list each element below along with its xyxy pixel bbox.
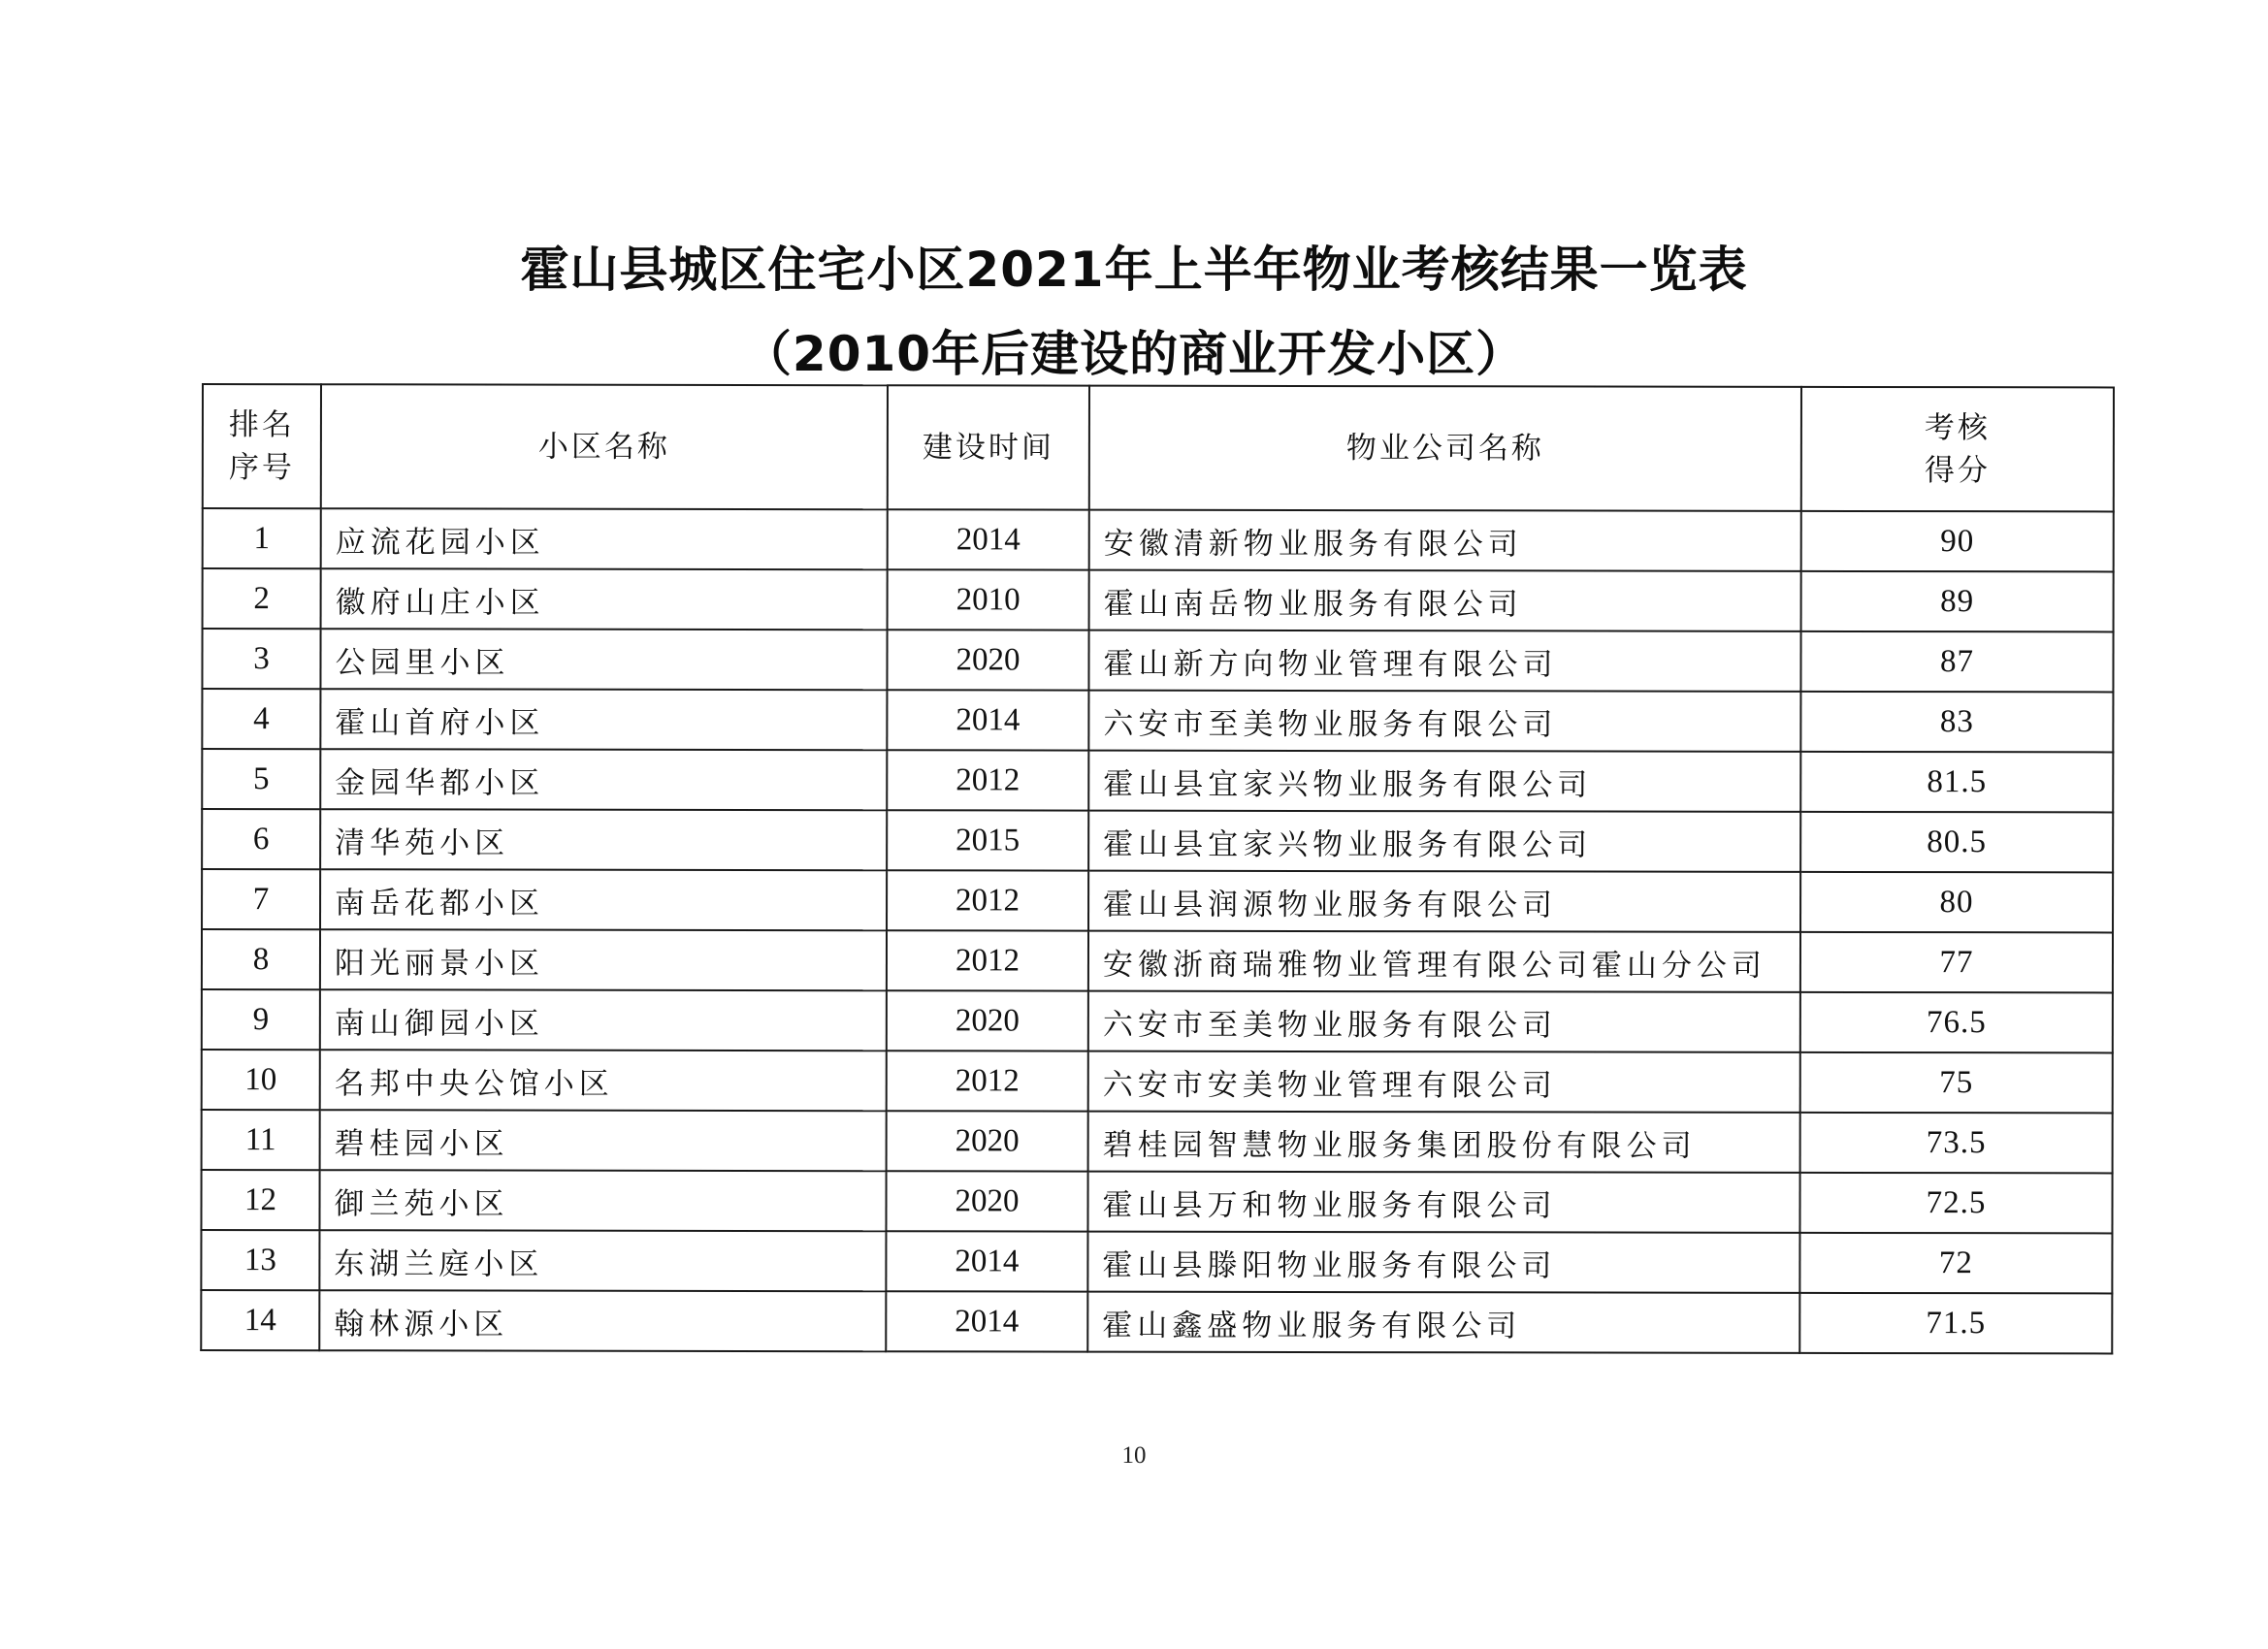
cell-score: 81.5 <box>1800 752 2113 813</box>
cell-rank: 7 <box>202 869 320 929</box>
cell-rank: 6 <box>202 809 320 869</box>
table-row <box>202 809 2113 872</box>
cell-year: 2012 <box>887 1051 1088 1111</box>
cell-score: 71.5 <box>1799 1293 2112 1354</box>
cell-rank: 13 <box>201 1230 319 1290</box>
cell-company: 六安市至美物业服务有限公司 <box>1088 691 1800 752</box>
cell-community: 翰林源小区 <box>319 1290 886 1351</box>
header-company: 物业公司名称 <box>1089 386 1801 511</box>
table-row <box>202 929 2113 992</box>
cell-score: 73.5 <box>1800 1113 2113 1174</box>
header-community: 小区名称 <box>321 384 888 509</box>
cell-company: 安徽浙商瑞雅物业管理有限公司霍山分公司 <box>1088 931 1800 992</box>
cell-community: 阳光丽景小区 <box>320 929 887 990</box>
cell-year: 2015 <box>887 810 1088 870</box>
cell-community: 南山御园小区 <box>320 989 887 1051</box>
cell-score: 89 <box>1801 571 2114 632</box>
cell-rank: 2 <box>203 568 321 629</box>
cell-year: 2012 <box>887 870 1088 930</box>
header-year: 建设时间 <box>888 385 1089 509</box>
cell-company: 六安市安美物业管理有限公司 <box>1088 1051 1800 1113</box>
cell-year: 2020 <box>887 630 1088 690</box>
table-row <box>202 749 2113 812</box>
cell-rank: 10 <box>202 1050 320 1110</box>
cell-rank: 14 <box>201 1290 319 1350</box>
cell-rank: 11 <box>202 1110 320 1170</box>
cell-community: 碧桂园小区 <box>320 1110 887 1171</box>
table-row <box>201 1290 2112 1353</box>
cell-community: 名邦中央公馆小区 <box>320 1050 887 1111</box>
cell-score: 80 <box>1800 872 2113 933</box>
cell-rank: 1 <box>203 508 321 568</box>
cell-rank: 5 <box>202 749 320 809</box>
cell-company: 霍山鑫盛物业服务有限公司 <box>1087 1292 1799 1353</box>
cell-community: 东湖兰庭小区 <box>319 1230 886 1291</box>
table-row <box>202 869 2113 932</box>
cell-score: 72 <box>1799 1233 2112 1294</box>
cell-community: 金园华都小区 <box>320 749 887 810</box>
cell-year: 2014 <box>886 1231 1087 1291</box>
header-score <box>1801 387 2114 512</box>
cell-rank: 3 <box>202 629 320 689</box>
cell-community: 应流花园小区 <box>321 508 888 569</box>
cell-score: 87 <box>1800 631 2113 693</box>
cell-company: 霍山县万和物业服务有限公司 <box>1087 1172 1799 1233</box>
header-score-line1: 考核 <box>1924 410 1991 446</box>
page-number: 10 <box>1121 1442 1147 1469</box>
cell-rank: 9 <box>202 989 320 1050</box>
cell-community: 南岳花都小区 <box>320 869 887 930</box>
cell-score: 83 <box>1800 692 2113 753</box>
cell-score: 90 <box>1801 511 2114 572</box>
cell-company: 碧桂园智慧物业服务集团股份有限公司 <box>1088 1112 1800 1173</box>
table-row <box>202 1050 2113 1113</box>
header-rank-line2: 序号 <box>228 450 295 486</box>
cell-community: 公园里小区 <box>320 629 887 690</box>
cell-rank: 8 <box>202 929 320 989</box>
cell-year: 2014 <box>888 509 1089 569</box>
results-table-container <box>200 383 2103 1354</box>
table-row <box>203 568 2114 631</box>
table-body <box>201 508 2114 1353</box>
table-row <box>203 508 2114 571</box>
table-row <box>202 989 2113 1052</box>
cell-company: 霍山县滕阳物业服务有限公司 <box>1087 1232 1799 1293</box>
cell-rank: 12 <box>201 1170 319 1230</box>
cell-company: 安徽清新物业服务有限公司 <box>1089 510 1801 571</box>
cell-score: 77 <box>1800 932 2113 993</box>
table-row <box>201 1230 2112 1293</box>
cell-score: 75 <box>1800 1052 2113 1114</box>
table-row <box>202 1110 2113 1173</box>
cell-community: 清华苑小区 <box>320 809 887 870</box>
cell-year: 2010 <box>888 569 1089 630</box>
cell-company: 霍山县宜家兴物业服务有限公司 <box>1088 751 1800 812</box>
header-rank-line1: 排名 <box>228 407 295 443</box>
cell-community: 御兰苑小区 <box>319 1170 886 1231</box>
cell-community: 霍山首府小区 <box>320 689 887 750</box>
cell-year: 2012 <box>887 750 1088 810</box>
table-row <box>201 1170 2112 1233</box>
table-row <box>202 689 2113 752</box>
cell-year: 2020 <box>887 1111 1088 1171</box>
cell-year: 2012 <box>887 930 1088 990</box>
table-row <box>202 629 2113 692</box>
cell-score: 76.5 <box>1800 992 2113 1053</box>
cell-rank: 4 <box>202 689 320 749</box>
header-score-line2: 得分 <box>1924 453 1991 489</box>
cell-score: 80.5 <box>1800 812 2113 873</box>
cell-company: 六安市至美物业服务有限公司 <box>1088 991 1800 1052</box>
cell-year: 2020 <box>887 990 1088 1051</box>
cell-year: 2014 <box>886 1291 1087 1351</box>
cell-score: 72.5 <box>1799 1173 2112 1234</box>
header-rank <box>203 384 321 508</box>
document-subtitle: （2010年后建设的商业开发小区） <box>742 326 1526 382</box>
cell-company: 霍山新方向物业管理有限公司 <box>1088 630 1800 692</box>
cell-community: 徽府山庄小区 <box>321 568 888 630</box>
document-title: 霍山县城区住宅小区2021年上半年物业考核结果一览表 <box>520 242 1748 298</box>
cell-company: 霍山县润源物业服务有限公司 <box>1088 871 1800 932</box>
table-header-row <box>203 384 2114 511</box>
cell-year: 2020 <box>886 1171 1087 1231</box>
results-table <box>200 383 2115 1354</box>
cell-company: 霍山南岳物业服务有限公司 <box>1089 570 1801 631</box>
cell-company: 霍山县宜家兴物业服务有限公司 <box>1088 811 1800 872</box>
cell-year: 2014 <box>887 690 1088 750</box>
